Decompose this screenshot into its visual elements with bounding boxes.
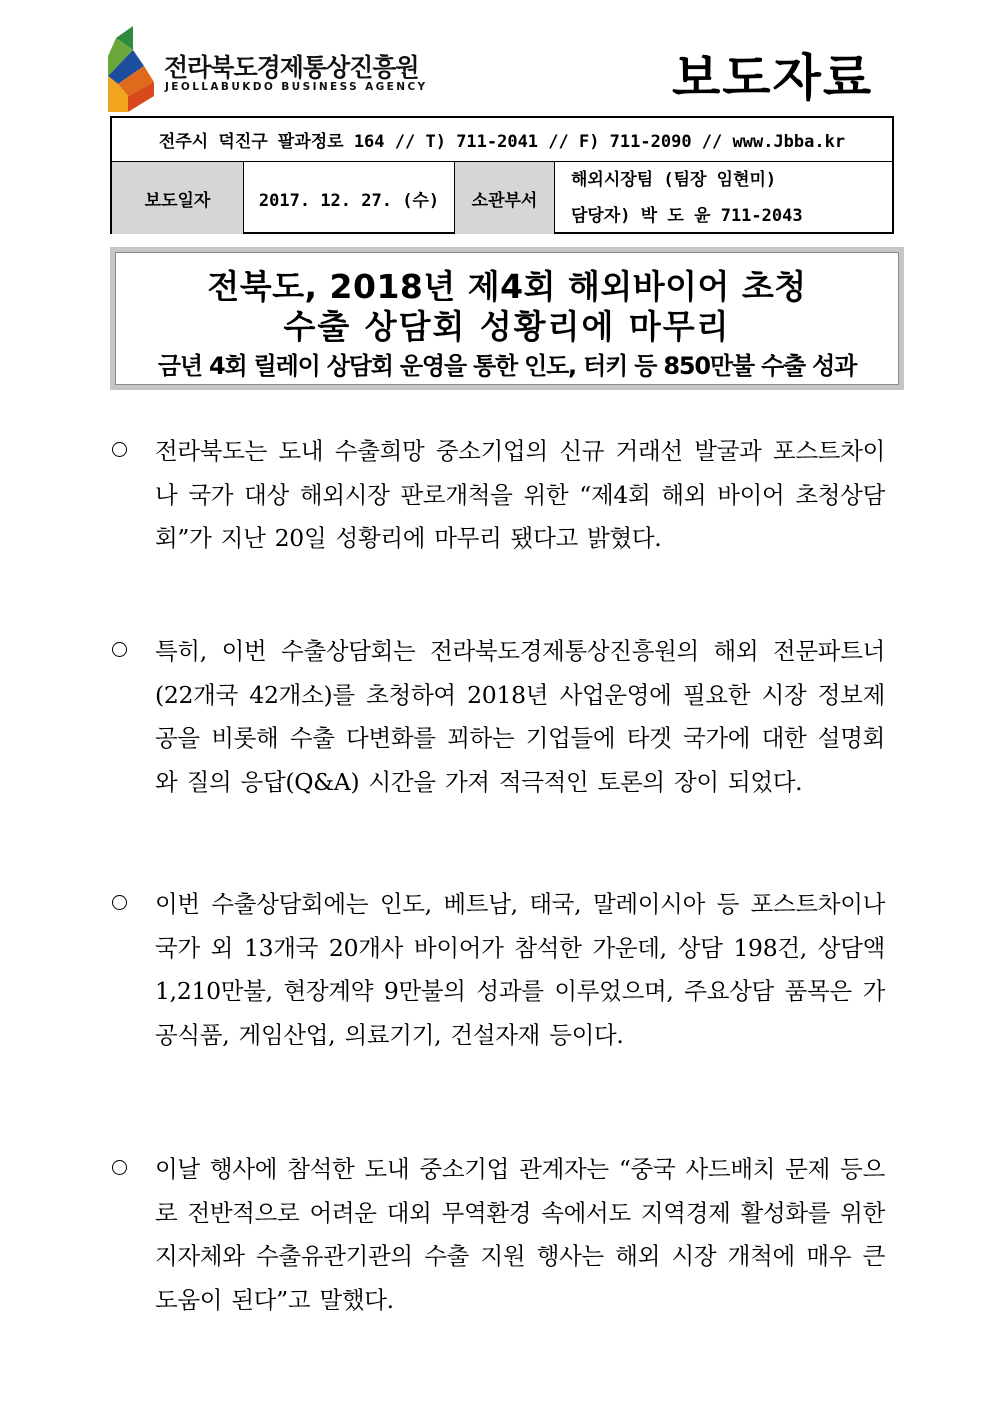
paragraph-text: 이날 행사에 참석한 도내 중소기업 관계자는 “중국 사드배치 문제 등으로 전반적으로 어려운 대외 무역환경 속에서도 지역경제 활성화를 위한 지자체와 수출유관기관의 수출 지원 행사는 해외 시장 개척에 매우 큰 도움이 된다”고 말했다. bbox=[155, 1155, 885, 1315]
paragraph-text: 전라북도는 도내 수출희망 중소기업의 신규 거래선 발굴과 포스트차이나 국가 대상 해외시장 판로개척을 위한 “제4회 해외 바이어 초청상담회”가 지난 20일 성황리에 마무리 됐다고 밝혔다. bbox=[155, 437, 885, 553]
release-date-value: 2017. 12. 27. (수) bbox=[244, 162, 455, 234]
headline-line-2: 수출 상담회 성황리에 마무리 bbox=[283, 307, 731, 346]
headline-box bbox=[110, 247, 904, 390]
info-table bbox=[110, 116, 894, 234]
release-date-label: 보도일자 bbox=[112, 162, 244, 234]
department-contact: 담당자) 박 도 윤 711-2043 bbox=[571, 206, 803, 226]
agency-name-english: JEOLLABUKDO BUSINESS AGENCY bbox=[165, 81, 428, 93]
circle-bullet-icon bbox=[112, 895, 127, 910]
paragraph-text: 특히, 이번 수출상담회는 전라북도경제통상진흥원의 해외 전문파트너(22개국 42개소)를 초청하여 2018년 사업운영에 필요한 시장 정보제공을 비롯해 수출 다변화를 꾀하는 기업들에 타겟 국가에 대한 설명회와 질의 응답(Q&A) 시간을 가져 적극적인 토론의 장이 되었다. bbox=[155, 637, 885, 797]
headline-line-1: 전북도, 2018년 제4회 해외바이어 초청 bbox=[207, 267, 807, 306]
circle-bullet-icon bbox=[112, 442, 127, 457]
circle-bullet-icon bbox=[112, 1160, 127, 1175]
circle-bullet-icon bbox=[112, 642, 127, 657]
document-type-heading: 보도자료 bbox=[672, 49, 874, 107]
contact-address-line: 전주시 덕진구 팔과정로 164 // T) 711-2041 // F) 711-2090 // www.Jbba.kr bbox=[112, 118, 892, 162]
department-value bbox=[555, 162, 892, 234]
paragraph-text: 이번 수출상담회에는 인도, 베트남, 태국, 말레이시아 등 포스트차이나 국가 외 13개국 20개사 바이어가 참석한 가운데, 상담 198건, 상담액 1,210만불, 현장계약 9만불의 성과를 이루었으며, 주요상담 품목은 가공식품, 게임산업, 의료기기, 건설자재 등이다. bbox=[155, 890, 885, 1050]
agency-logo bbox=[108, 26, 428, 116]
headline-subtitle: 금년 4회 릴레이 상담회 운영을 통한 인도, 터키 등 850만불 수출 성과 bbox=[157, 352, 857, 380]
department-team: 해외시장팀 (팀장 임현미) bbox=[571, 170, 777, 190]
department-label: 소관부서 bbox=[455, 162, 555, 234]
agency-name-korean: 전라북도경제통상진흥원 bbox=[164, 53, 419, 82]
agency-logo-mark-icon bbox=[108, 26, 158, 112]
